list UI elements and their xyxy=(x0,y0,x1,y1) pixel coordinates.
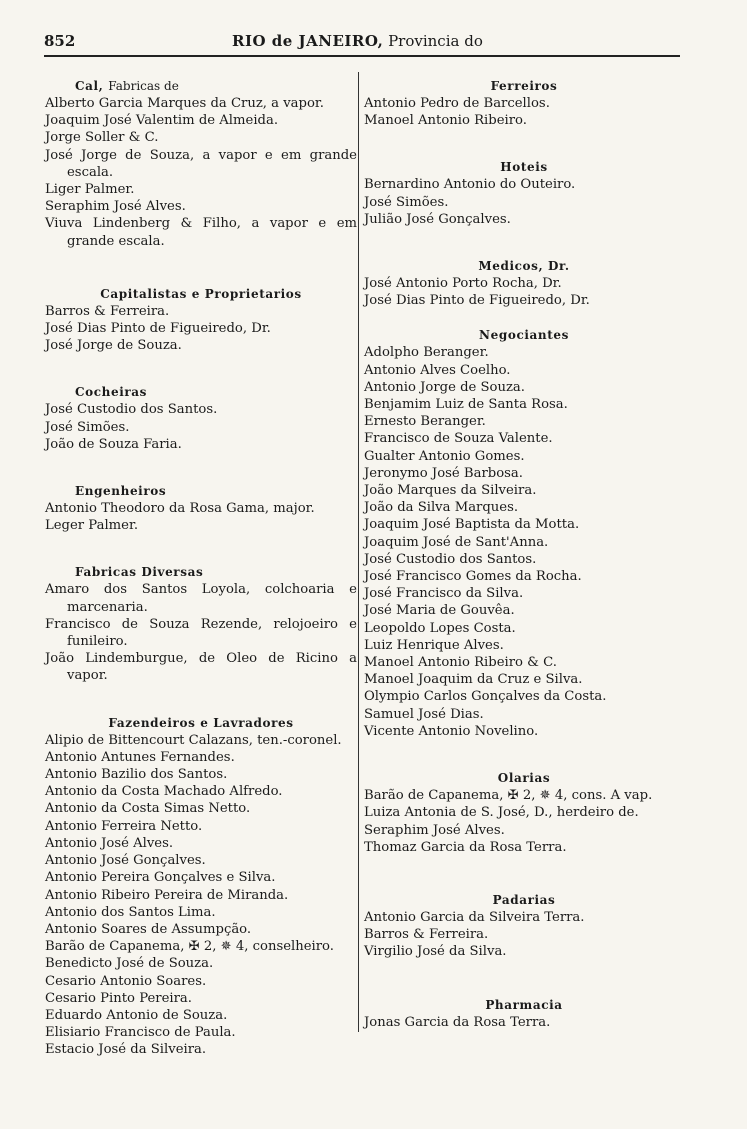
list-item: João de Souza Faria. xyxy=(45,436,182,452)
list-item: Alberto Garcia Marques da Cruz, a vapor. xyxy=(45,96,324,111)
entry-text: João Lindemburgue, de Oleo de Ricino a vapor. xyxy=(45,651,357,684)
section-capitalistas xyxy=(45,286,357,355)
heading-rest: Dr. xyxy=(548,259,570,274)
section-heading: Pharmacia xyxy=(485,997,563,1012)
section-medicos xyxy=(364,258,684,309)
heading-rest: Fabricas de xyxy=(108,79,179,93)
list-item: Antonio Jorge de Souza. xyxy=(364,379,525,395)
section-heading: Capitalistas e Proprietarios xyxy=(100,286,302,301)
section-hoteis xyxy=(364,159,684,228)
list-item: Cesario Pinto Pereira. xyxy=(45,990,192,1006)
header-rule xyxy=(44,55,680,57)
column-divider xyxy=(358,72,359,1032)
list-item: Samuel José Dias. xyxy=(364,706,484,722)
page-header xyxy=(44,32,684,54)
city-name: RIO de JANEIRO, xyxy=(232,32,384,50)
section-heading: Engenheiros xyxy=(75,484,167,499)
section-olarias xyxy=(364,770,684,856)
left-column xyxy=(45,78,357,1059)
list-item: Barros & Ferreira. xyxy=(45,303,170,319)
entry-text: Amaro dos Santos Loyola, colchoaria e marcenaria. xyxy=(45,582,357,615)
list-item: Jorge Soller & C. xyxy=(45,130,159,146)
province-label: Provincia do xyxy=(388,32,483,50)
list-item: Gualter Antonio Gomes. xyxy=(364,448,525,464)
entry-text: José Jorge de Souza, a vapor e em grande escala. xyxy=(45,147,357,180)
list-item: José Dias Pinto de Figueiredo, Dr. xyxy=(45,321,271,337)
list-item: Benjamim Luiz de Santa Rosa. xyxy=(364,397,568,413)
list-item: Joaquim José Baptista da Motta. xyxy=(364,517,580,533)
list-item: Antonio Ferreira Netto. xyxy=(45,818,203,834)
section-heading: Hoteis xyxy=(500,160,548,175)
list-item: Liger Palmer. xyxy=(45,182,135,198)
list-item: Seraphim José Alves. xyxy=(364,822,505,838)
list-item: Vicente Antonio Novelino. xyxy=(364,723,539,739)
list-item: Antonio Pereira Gonçalves e Silva. xyxy=(45,870,276,886)
list-item: Antonio Bazilio dos Santos. xyxy=(45,767,228,783)
section-ferreiros xyxy=(364,78,684,129)
list-item: Cesario Antonio Soares. xyxy=(45,973,207,989)
list-item: Antonio Alves Coelho. xyxy=(364,362,511,378)
section-heading xyxy=(45,78,357,95)
list-item: Manoel Joaquim da Cruz e Silva. xyxy=(364,672,583,688)
list-item: Manoel Antonio Ribeiro & C. xyxy=(364,655,557,671)
entry-text: Francisco de Souza Rezende, relojoeiro e funileiro. xyxy=(45,616,357,650)
section-heading: Olarias xyxy=(497,771,551,786)
section-fazendeiros xyxy=(45,715,357,1059)
list-item: José Custodio dos Santos. xyxy=(45,402,218,418)
list-item: José Francisco da Silva. xyxy=(364,586,524,602)
list-item: José Antonio Porto Rocha, Dr. xyxy=(364,276,562,292)
list-item: Alipio de Bittencourt Calazans, ten.-coronel. xyxy=(45,732,342,748)
section-heading: Cocheiras xyxy=(75,385,148,400)
list-item: Virgilio José da Silva. xyxy=(364,944,507,960)
page-number: 852 xyxy=(44,32,76,50)
list-item: Antonio Antunes Fernandes. xyxy=(45,749,235,765)
list-item: Joaquim José de Sant'Anna. xyxy=(364,534,549,550)
section-negociantes xyxy=(364,327,684,740)
list-item: Luiza Antonia de S. José, D., herdeiro de. xyxy=(364,805,639,821)
heading-main: Cal, xyxy=(75,79,104,93)
list-item: Jonas Garcia da Rosa Terra. xyxy=(364,1014,551,1030)
list-item: Leopoldo Lopes Costa. xyxy=(364,620,516,636)
list-item: Barros & Ferreira. xyxy=(364,927,489,943)
list-item: Leger Palmer. xyxy=(45,518,139,534)
section-padarias xyxy=(364,892,684,961)
section-heading xyxy=(364,258,684,275)
list-item: Bernardino Antonio do Outeiro. xyxy=(364,177,576,193)
list-item: José Simões. xyxy=(364,194,449,210)
list-item: Antonio Garcia da Silveira Terra. xyxy=(364,909,585,925)
list-item: José Jorge de Souza. xyxy=(45,338,182,354)
list-item: Antonio Theodoro da Rosa Gama, major. xyxy=(45,501,315,517)
list-item: José Francisco Gomes da Rocha. xyxy=(364,569,582,585)
list-item: José Maria de Gouvêa. xyxy=(364,603,515,619)
list-item: Ernesto Beranger. xyxy=(364,414,486,430)
list-item: Antonio José Gonçalves. xyxy=(45,853,206,869)
list-item: Antonio da Costa Simas Netto. xyxy=(45,801,251,817)
list-item: Julião José Gonçalves. xyxy=(364,211,511,227)
list-item: João da Silva Marques. xyxy=(364,500,519,516)
list-item: Luiz Henrique Alves. xyxy=(364,637,504,653)
list-item: Adolpho Beranger. xyxy=(364,345,489,361)
list-item: Barão de Capanema, ✠ 2, ✵ 4, conselheiro. xyxy=(45,939,334,955)
section-heading: Fabricas Diversas xyxy=(75,565,204,580)
list-item: Benedicto José de Souza. xyxy=(45,956,214,972)
list-item: Seraphim José Alves. xyxy=(45,199,186,215)
list-item: Manoel Antonio Ribeiro. xyxy=(364,113,527,129)
section-cocheiras xyxy=(45,384,357,453)
list-item: José Dias Pinto de Figueiredo, Dr. xyxy=(364,293,590,309)
running-title xyxy=(232,32,483,50)
section-heading: Ferreiros xyxy=(490,79,558,93)
entry-text: Viuva Lindenberg & Filho, a vapor e em grande escala. xyxy=(45,216,357,249)
list-item: Antonio Ribeiro Pereira de Miranda. xyxy=(45,887,289,903)
section-heading: Fazendeiros e Lavradores xyxy=(108,715,294,730)
list-item: Barão de Capanema, ✠ 2, ✵ 4, cons. A vap. xyxy=(364,788,653,804)
list-item: Francisco de Souza Valente. xyxy=(364,431,553,447)
list-item: João Marques da Silveira. xyxy=(364,483,537,499)
section-heading: Padarias xyxy=(492,892,556,907)
right-column xyxy=(364,78,684,1031)
list-item: Antonio Pedro de Barcellos. xyxy=(364,96,550,111)
list-item: Olympio Carlos Gonçalves da Costa. xyxy=(364,689,607,705)
heading-main: Medicos, xyxy=(478,259,544,274)
list-item: Eduardo Antonio de Souza. xyxy=(45,1007,228,1023)
list-item: Antonio José Alves. xyxy=(45,835,174,851)
section-pharmacia xyxy=(364,997,684,1031)
section-fabricas xyxy=(45,564,357,684)
list-item: Elisiario Francisco de Paula. xyxy=(45,1025,236,1041)
section-engenheiros xyxy=(45,483,357,534)
list-item: Joaquim José Valentim de Almeida. xyxy=(45,113,279,129)
list-item: José Custodio dos Santos. xyxy=(364,551,537,567)
list-item: Estacio José da Silveira. xyxy=(45,1042,207,1058)
list-item xyxy=(45,215,357,249)
list-item xyxy=(45,650,357,684)
list-item: Jeronymo José Barbosa. xyxy=(364,465,523,481)
section-heading: Negociantes xyxy=(479,328,569,343)
section-cal xyxy=(45,78,357,250)
list-item: Antonio Soares de Assumpção. xyxy=(45,921,252,937)
list-item xyxy=(45,616,357,650)
list-item: Thomaz Garcia da Rosa Terra. xyxy=(364,839,567,855)
list-item xyxy=(45,581,357,615)
list-item xyxy=(45,147,357,181)
list-item: José Simões. xyxy=(45,419,130,435)
list-item: Antonio da Costa Machado Alfredo. xyxy=(45,784,283,800)
list-item: Antonio dos Santos Lima. xyxy=(45,904,216,920)
